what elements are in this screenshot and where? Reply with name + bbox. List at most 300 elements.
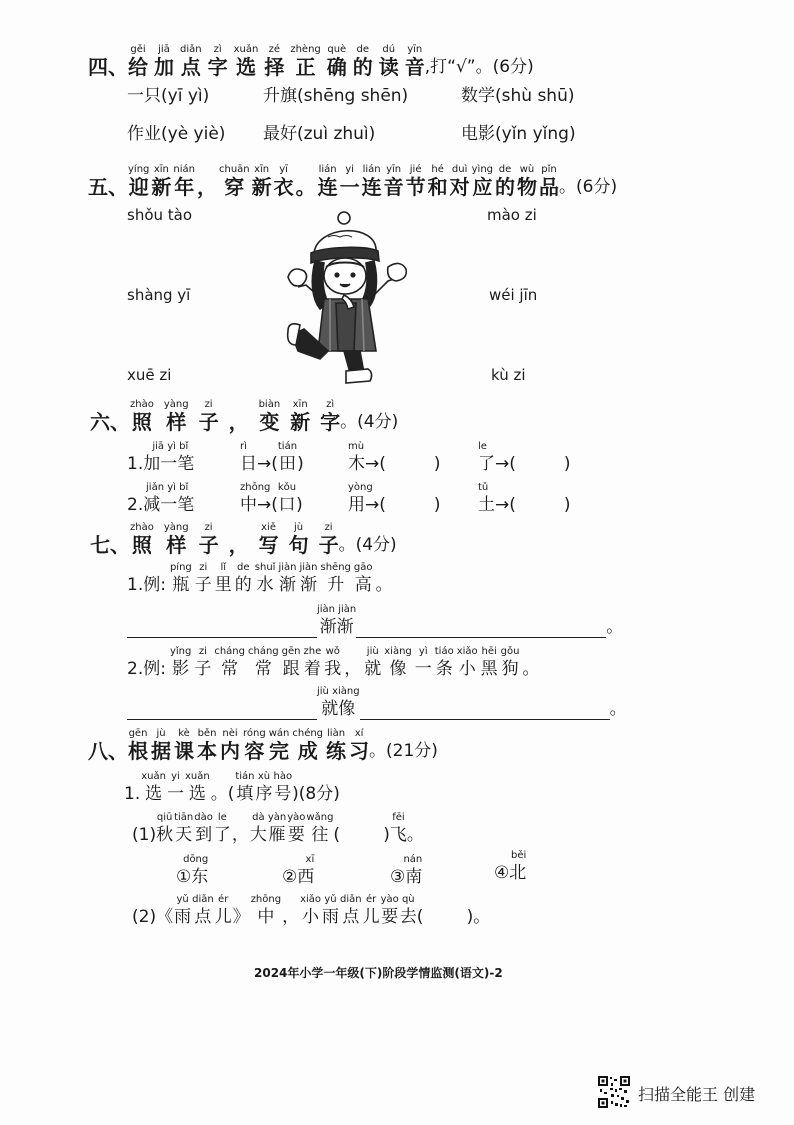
watermark-text: 扫描全能王 创建 [638, 1085, 756, 1104]
ruby-char [164, 522, 189, 556]
ruby-char [255, 562, 276, 596]
hanzi: 渐 [278, 575, 296, 595]
hanzi: 完 [269, 739, 290, 763]
hanzi: 读 [378, 55, 399, 79]
ruby-char [435, 646, 454, 680]
ruby-char [156, 812, 173, 846]
answer-line[interactable] [356, 619, 606, 638]
ruby-char [264, 44, 284, 78]
pinyin: biàn [258, 399, 281, 410]
hanzi: 变 [259, 410, 280, 434]
hanzi: 了 [213, 825, 231, 845]
ruby-char [517, 164, 537, 198]
pinyin: shuǐ [254, 562, 276, 573]
ruby-char [234, 44, 259, 78]
ruby-char [349, 728, 369, 762]
pinyin: jiù [366, 646, 379, 657]
hanzi: 字 [320, 410, 341, 434]
ruby-char [375, 574, 392, 596]
hanzi: 序 [255, 784, 273, 804]
hanzi: 新 [151, 175, 172, 199]
pinyin: duì [451, 164, 468, 175]
ruby-char [354, 562, 373, 596]
hanzi: 对 [449, 175, 470, 199]
pinyin: yi [171, 771, 180, 782]
sec4-item-6: 电影(yǐn yǐng) [461, 124, 576, 144]
hanzi: 大 [249, 825, 267, 845]
pinyin: róng [243, 728, 266, 739]
ruby-char [215, 562, 232, 596]
ruby-char [208, 44, 228, 78]
pinyin: yì [418, 646, 428, 657]
hanzi: 子 [318, 533, 339, 557]
pinyin: nèi [222, 728, 238, 739]
qr-code-icon [597, 1075, 631, 1109]
ruby-char [151, 728, 171, 762]
pinyin: qiū [156, 812, 173, 823]
pinyin: chuān [218, 164, 250, 175]
ruby-char [229, 534, 249, 556]
ruby-char [252, 164, 272, 198]
sec7-example2: 2.例: yǐng 影 zi 子 cháng 常 cháng 常 gēn 跟 zhe 着 wǒ 我 ， jiù 就 xiàng 像 yì 一 tiáo 条 xiǎo 小 hēi 黑 gǒu 狗 。 [127, 646, 540, 679]
pinyin: zé [268, 44, 281, 55]
ruby-char [199, 522, 219, 556]
pinyin: ér [218, 894, 229, 905]
hanzi: 子 [198, 410, 219, 434]
hanzi: 到 [195, 825, 213, 845]
hanzi: 的 [495, 175, 516, 199]
hanzi: 常 [254, 659, 272, 679]
ruby-char [300, 894, 321, 928]
pinyin: xí [354, 728, 364, 739]
hanzi: 据 [151, 739, 171, 763]
hanzi: 填 [236, 784, 254, 804]
pinyin: dà [252, 812, 265, 823]
answer-line[interactable] [127, 701, 317, 720]
hanzi: ， [228, 410, 249, 434]
hanzi: 点 [180, 55, 201, 79]
sec8-title: 八、 gēn 根 jù 据 kè 课 běn 本 nèi 内 róng 容 wán 完 chéng 成 liàn 练 xí 习 。(21分) [88, 728, 438, 763]
ruby-char [130, 399, 154, 433]
sec6-row2-example: zhōng 中→( kǒu 口 ) [240, 482, 303, 515]
hanzi: 。 [375, 575, 393, 595]
pinyin: gēn [128, 728, 148, 739]
pinyin: wǒ [325, 646, 340, 657]
ruby-char [322, 894, 339, 928]
pinyin: jù [156, 728, 166, 739]
hanzi: 的 [352, 55, 373, 79]
ruby-char [197, 176, 217, 198]
pinyin: wù [519, 164, 535, 175]
hanzi: 新 [290, 410, 311, 434]
sec6-title: 六、 zhào 照 yàng 样 zi 子 ， biàn 变 xīn 新 zì 字 。(4分) [90, 399, 399, 434]
pinyin: kè [178, 728, 190, 739]
hanzi: 雨 [174, 907, 192, 927]
pinyin: jù [294, 522, 304, 533]
sec7-title: 七、 zhào 照 yàng 样 zi 子 ， xiě 写 jù 句 zi 子 。(4分) [90, 522, 397, 557]
pinyin: yìng [471, 164, 494, 175]
hanzi: 像 [389, 659, 407, 679]
ruby-char [229, 411, 249, 433]
ruby-char [318, 164, 338, 198]
pinyin: xiǎo [456, 646, 478, 657]
ruby-char [274, 164, 294, 198]
ruby-char [415, 646, 432, 680]
ruby-char [326, 728, 346, 762]
hanzi: 容 [244, 739, 265, 763]
sec6-row1-label: jiā yì bǐ 1.加一笔 [127, 441, 195, 474]
ruby-char [128, 44, 148, 78]
pinyin: xiǎo [300, 894, 322, 905]
sec8-q1: (1) qiū 秋 tiān 天 dào 到 le 了 ， dà 大 yàn 雁 yào 要 wǎng 往 ( ) fēi 飞 。 [132, 812, 424, 845]
sec7-example1: 1.例: píng 瓶 zi 子 lǐ 里 de 的 shuǐ 水 jiàn 渐 jiàn 渐 shēng 升 gāo 高 。 [127, 562, 393, 595]
ruby-char [233, 906, 250, 928]
pinyin: xīn [292, 399, 308, 410]
ruby-char [256, 771, 273, 805]
pinyin: lián [318, 164, 337, 175]
hanzi: 确 [326, 55, 347, 79]
ruby-char [282, 906, 299, 928]
pinyin: gēn [281, 646, 301, 657]
hanzi: 秋 [156, 825, 174, 845]
pinyin: zi [199, 562, 208, 573]
pinyin: cháng [248, 646, 279, 657]
hanzi: 雁 [268, 825, 286, 845]
pinyin: yǔ [324, 894, 337, 905]
pinyin: lǐ [220, 562, 227, 573]
pinyin: tián [235, 771, 255, 782]
hanzi: 里 [214, 575, 232, 595]
sec8-sub1: 1. xuǎn 选 yi 一 xuǎn 选 。( tián 填 xù 序 hào 号 )(8分) [124, 771, 340, 804]
ruby-char [282, 646, 301, 680]
hanzi: 子 [198, 533, 219, 557]
sec6-row1-q2: le 了→( ) [478, 441, 571, 474]
hanzi: 音 [383, 175, 404, 199]
hanzi: ， [228, 533, 249, 557]
hanzi: 点 [194, 907, 212, 927]
pinyin: yàng [163, 399, 189, 410]
hanzi: 品 [539, 175, 560, 199]
hanzi: 一 [339, 175, 360, 199]
sec6-row2-q1: yòng 用→( ) [348, 482, 441, 515]
pinyin: shēng [320, 562, 351, 573]
ruby-char [185, 771, 210, 805]
ruby-char [167, 771, 184, 805]
option-1: dōng ①东 [176, 854, 209, 887]
pinyin: zi [204, 522, 213, 533]
pinyin: diǎn [180, 44, 202, 55]
hanzi: 练 [326, 739, 347, 763]
hanzi: 习 [349, 739, 370, 763]
hanzi: 择 [264, 55, 285, 79]
pinyin: hào [273, 771, 293, 782]
hanzi: 着 [303, 659, 321, 679]
ruby-char [501, 646, 520, 680]
q1-answer-blank[interactable]: ( ) [333, 825, 390, 845]
hanzi: 子 [194, 659, 212, 679]
ruby-char [130, 522, 154, 556]
hanzi: 写 [258, 533, 279, 557]
pinyin: dào [194, 812, 213, 823]
pinyin: diǎn [192, 894, 214, 905]
hanzi: 跟 [282, 659, 300, 679]
hanzi: ， [231, 825, 249, 845]
pinyin: xīn [254, 164, 270, 175]
ruby-char [180, 44, 202, 78]
pinyin: tiáo [434, 646, 454, 657]
ruby-char [364, 646, 381, 680]
pinyin: de [237, 562, 250, 573]
pinyin: cháng [214, 646, 245, 657]
ruby-char [156, 906, 173, 928]
pinyin: yi [345, 164, 354, 175]
pinyin: zi [204, 399, 213, 410]
ruby-char [428, 164, 448, 198]
pinyin: yào [380, 894, 399, 905]
pinyin-left-3: xuē zi [127, 366, 172, 384]
pinyin: ér [365, 894, 377, 905]
hanzi: 音 [404, 55, 425, 79]
hanzi: 。 [522, 659, 540, 679]
pinyin: gěi [130, 44, 146, 55]
pinyin: zi [198, 646, 207, 657]
sec6-row1-q1: mù 木→( ) [348, 441, 441, 474]
hanzi: 照 [131, 533, 152, 557]
hanzi: 衣 [273, 175, 294, 199]
sec4-item-4: 作业(yè yiè) [127, 124, 226, 144]
hanzi: 连 [317, 175, 338, 199]
hanzi: 一 [414, 659, 432, 679]
ruby-char [324, 646, 341, 680]
pinyin: qù [401, 894, 415, 905]
ruby-char [251, 894, 281, 928]
pinyin: wǎng [306, 812, 334, 823]
ruby-char [321, 562, 351, 596]
pinyin: zì [326, 399, 335, 410]
hanzi: 号 [274, 784, 292, 804]
hanzi: 。 [295, 175, 316, 199]
hanzi: 字 [207, 55, 228, 79]
hanzi: 应 [472, 175, 493, 199]
hanzi: 水 [256, 575, 274, 595]
hanzi: 一 [166, 784, 184, 804]
hanzi: 选 [145, 784, 163, 804]
hanzi: 1. [124, 784, 141, 804]
sec6-row1-example: rì 日→( tián 田 ) [240, 441, 304, 474]
ruby-char [235, 562, 252, 596]
sec7-answer1: jiàn jiàn 渐渐 。 [127, 604, 623, 638]
ruby-char [379, 44, 399, 78]
hanzi: 连 [361, 175, 382, 199]
ruby-char [235, 771, 254, 805]
hanzi: 要 [287, 825, 305, 845]
q2-answer-blank[interactable]: ( ) [416, 907, 474, 927]
hanzi: ， [282, 907, 300, 927]
pinyin: zhōng [250, 894, 282, 905]
pinyin: gāo [353, 562, 373, 573]
ruby-char [290, 44, 320, 78]
pinyin: wán [268, 728, 290, 739]
pinyin-left-2: shàng yī [127, 286, 191, 304]
pinyin-right-1: mào zi [487, 206, 537, 224]
sec4-item-3: 数学(shù shū) [461, 86, 575, 106]
ruby-char [194, 812, 213, 846]
ruby-char [472, 164, 493, 198]
hanzi: 课 [174, 739, 194, 763]
ruby-char [214, 812, 231, 846]
ruby-char [151, 164, 171, 198]
ruby-char [457, 646, 478, 680]
ruby-char [194, 646, 211, 680]
ruby-char [170, 646, 191, 680]
sec4-item-1: 一只(yī yì) [127, 86, 210, 106]
pinyin: jié [409, 164, 422, 175]
pinyin-right-3: kù zi [491, 366, 526, 384]
ruby-char [268, 812, 286, 846]
hanzi: 升 [327, 575, 345, 595]
pinyin: yíng [128, 164, 150, 175]
hanzi: 本 [197, 739, 217, 763]
ruby-char [170, 562, 192, 596]
ruby-char [304, 646, 322, 680]
pinyin: tiān [174, 812, 194, 823]
hanzi: 内 [220, 739, 240, 763]
hanzi: 和 [427, 175, 448, 199]
ruby-char [215, 894, 232, 928]
pinyin: yǐng [169, 646, 192, 657]
hanzi: 瓶 [172, 575, 190, 595]
girl-illustration [284, 203, 434, 385]
pinyin: zhèng [290, 44, 321, 55]
hanzi: 正 [295, 55, 316, 79]
pinyin: yàn [267, 812, 287, 823]
hanzi: 高 [354, 575, 372, 595]
pinyin: de [498, 164, 512, 175]
ruby-char [192, 894, 214, 928]
sec4-item-5: 最好(zuì zhuì) [263, 124, 376, 144]
ruby-char [274, 771, 293, 805]
hanzi: 选 [188, 784, 206, 804]
hanzi: 中 [257, 907, 275, 927]
hanzi: 成 [297, 739, 318, 763]
hanzi: 新 [251, 175, 272, 199]
sec8-q2: (2) 《 yǔ 雨 diǎn 点 ér 儿 》 zhōng 中 ， xiǎo 小 yǔ 雨 diǎn 点 ér 儿 yào 要 qù 去 ( ) 。 [132, 894, 491, 927]
ruby-char [173, 164, 195, 198]
answer-line[interactable] [127, 619, 317, 638]
hanzi: 物 [517, 175, 538, 199]
hanzi: 去 [399, 907, 417, 927]
ruby-char [174, 894, 191, 928]
pinyin: jiàn [278, 562, 297, 573]
ruby-char [250, 812, 267, 846]
ruby-char [220, 728, 240, 762]
hanzi: 。( [210, 784, 235, 804]
ruby-char [128, 164, 149, 198]
pinyin: liàn [327, 728, 346, 739]
ruby-char [243, 728, 266, 762]
ruby-char [259, 399, 281, 433]
pinyin: zì [213, 44, 222, 55]
hanzi: 点 [342, 907, 360, 927]
ruby-char [278, 562, 296, 596]
hanzi: 子 [194, 575, 212, 595]
hanzi: 黑 [480, 659, 498, 679]
page-footer: 2024年小学一年级(下)阶段学情监测(语文)-2 [254, 966, 503, 980]
ruby-char [327, 44, 347, 78]
pinyin: xuǎn [184, 771, 210, 782]
sec4-item-2: 升旗(shēng shēn) [263, 86, 409, 106]
pinyin: què [327, 44, 347, 55]
hanzi: 照 [131, 410, 152, 434]
ruby-char [320, 399, 340, 433]
pinyin: gǒu [500, 646, 520, 657]
pinyin: de [356, 44, 370, 55]
ruby-char [340, 164, 360, 198]
hanzi: 样 [166, 410, 187, 434]
hanzi: ， [344, 659, 362, 679]
hanzi: 要 [381, 907, 399, 927]
ruby-char [232, 824, 249, 846]
hanzi: 条 [435, 659, 453, 679]
pinyin: xiàng [384, 646, 412, 657]
hanzi: 往 [311, 825, 329, 845]
hanzi: 渐 [299, 575, 317, 595]
ruby-char [124, 783, 140, 805]
ruby-char [248, 646, 279, 680]
pinyin: jiàn [299, 562, 318, 573]
ruby-char [290, 399, 310, 433]
ruby-char [195, 562, 212, 596]
ruby-char [292, 728, 323, 762]
hanzi: 雨 [322, 907, 340, 927]
sec6-row2-q2: tǔ 土→( ) [478, 482, 571, 515]
ruby-char [214, 646, 245, 680]
sec6-row2-label: jiǎn yì bǐ 2.减一笔 [127, 482, 195, 515]
ruby-char [141, 771, 166, 805]
ruby-char [259, 522, 279, 556]
hanzi: 影 [172, 659, 190, 679]
ruby-char [340, 894, 362, 928]
ruby-char [199, 399, 219, 433]
pinyin-right-2: wéi jīn [489, 286, 538, 304]
ruby-char [128, 728, 148, 762]
pinyin: zhào [130, 399, 154, 410]
pinyin: běn [197, 728, 217, 739]
pinyin: yào [287, 812, 306, 823]
hanzi: 儿 [214, 907, 232, 927]
ruby-char [306, 812, 333, 846]
pinyin: lián [362, 164, 381, 175]
hanzi: 句 [288, 533, 309, 557]
ruby-char [539, 164, 559, 198]
pinyin-left-1: shǒu tào [127, 206, 193, 224]
sec5-title: 五、 yíng 迎 xīn 新 nián 年 ， chuān 穿 xīn 新 yī 衣 。 lián 连 yi 一 lián 连 yīn 音 jié 节 hé 和 duì 对 yìng 应 de 的 wù 物 pǐn 品 。(6分) [88, 164, 618, 199]
ruby-char [400, 894, 417, 928]
hanzi: ， [196, 175, 217, 199]
hanzi: 》 [232, 907, 250, 927]
ruby-char [495, 164, 515, 198]
pinyin: yǔ [176, 894, 189, 905]
ruby-char [353, 44, 373, 78]
pinyin: dú [382, 44, 396, 55]
answer-line[interactable] [360, 701, 610, 720]
hanzi: 常 [221, 659, 239, 679]
pinyin: xuǎn [141, 771, 166, 782]
ruby-char [299, 562, 317, 596]
ruby-char [154, 44, 174, 78]
ruby-char [344, 658, 361, 680]
ruby-char [174, 728, 194, 762]
